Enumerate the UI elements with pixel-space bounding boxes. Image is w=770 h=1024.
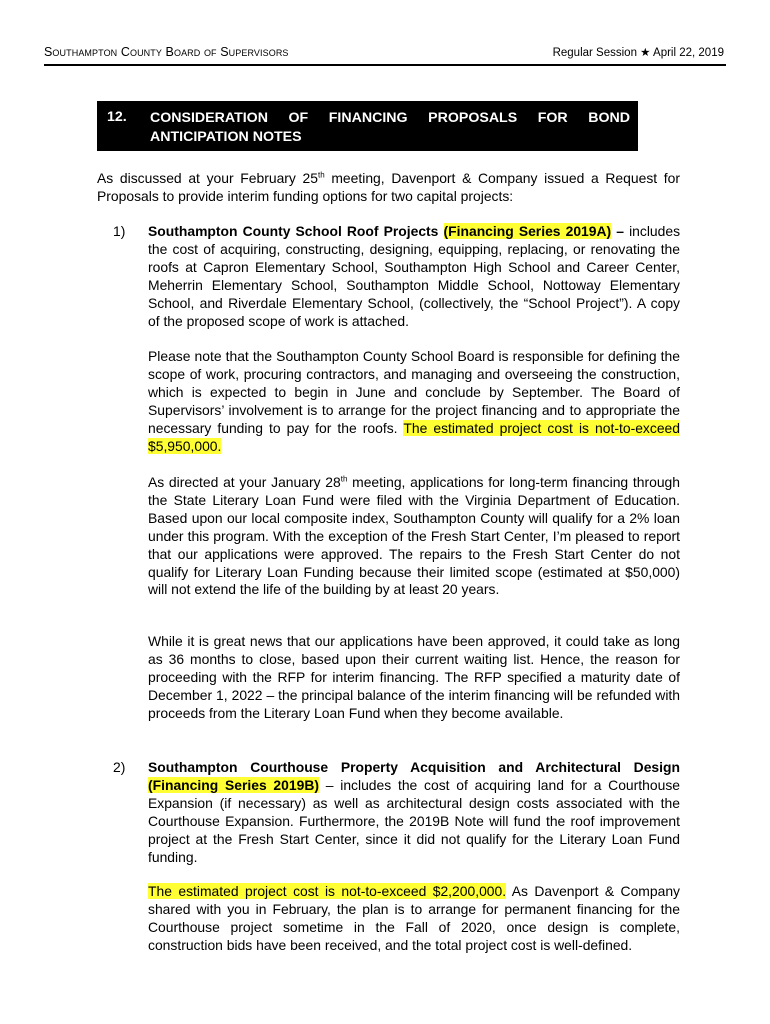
para3-text-b: meeting, applications for long-term financing through the State Literary Loan Fund were filed with the Virginia Department of Education. Based upon our local composite index, Southampton County will qualify for a 2% loan under this program. With the exception of the Fresh Start Center, I’m pleased to report that our applications were approved. The repairs to the Fresh Start Center do not qualify for Literary Loan Funding because their limited scope (estimated at $50,000) will not extend the life of the building by at least 20 years. bbox=[148, 474, 680, 598]
intro-sup: th bbox=[318, 170, 325, 180]
para2-text: Please note that the Southampton County School Board is responsible for defining the scope of work, procuring contractors, and managing and overseeing the construction, which is expected to begin in June and conclude by September. The Board of Supervisors’ involvement is to arrange for the project financing and to appropriate the necessary funding to pay for the roofs. bbox=[148, 348, 680, 436]
literary-loan-paragraph bbox=[148, 474, 680, 599]
agenda-item-title-line1: CONSIDERATION OF FINANCING PROPOSALS FOR BOND bbox=[150, 110, 630, 126]
interim-financing-paragraph bbox=[148, 633, 680, 723]
intro-text-a: As discussed at your February 25 bbox=[97, 170, 319, 186]
item1-paragraph bbox=[148, 223, 680, 330]
item1-dash: – bbox=[611, 223, 624, 239]
para3-text-a: As directed at your January 28 bbox=[148, 474, 341, 490]
item1-series-highlight: (Financing Series 2019A) bbox=[443, 223, 612, 239]
intro-paragraph bbox=[97, 170, 680, 206]
agenda-item-number: 12. bbox=[107, 109, 127, 125]
item2-text: – includes the cost of acquiring land for a Courthouse Expansion (if necessary) as well as architectural design costs associated with the Courthouse Expansion. Furthermore, the 2019B Note will fund the roof improvement project at the Fresh Start Center, since it did not qualify for the Literary Loan Fund funding. bbox=[148, 776, 680, 865]
item2-series-highlight: (Financing Series 2019B) bbox=[148, 776, 319, 793]
item1-heading: Southampton County School Roof Projects bbox=[148, 223, 439, 239]
para6-cost-highlight: The estimated project cost is not-to-exceed $2,200,000. bbox=[148, 883, 507, 899]
list-number-2: 2) bbox=[113, 759, 126, 775]
item2-paragraph bbox=[148, 759, 680, 866]
agenda-item-title bbox=[150, 109, 630, 147]
para3-sup: th bbox=[340, 474, 348, 484]
agenda-item-title-line2: ANTICIPATION NOTES bbox=[150, 129, 302, 145]
agenda-item-title-bar bbox=[97, 101, 638, 151]
courthouse-cost-paragraph bbox=[148, 883, 680, 955]
page-header bbox=[44, 44, 726, 66]
intro-text-b: meeting, Davenport & Company issued a Request for Proposals to provide interim funding options for two capital projects: bbox=[97, 170, 681, 204]
item1-text: includes the cost of acquiring, constructing, designing, equipping, replacing, or renovating the roofs at Capron Elementary School, Southampton High School and Career Center, Meherrin Elementary School, Southampton Middle School, Nottoway Elementary School, and Riverdale Elementary School, (collectively, the “School Project”). A copy of the proposed scope of work is attached. bbox=[148, 223, 681, 329]
school-board-paragraph bbox=[148, 348, 680, 455]
session-date: Regular Session ★ April 22, 2019 bbox=[552, 47, 724, 59]
para6-text: As Davenport & Company shared with you in February, the plan is to arrange for permanent financing for the Courthouse project sometime in the Fall of 2020, once design is complete, construction bids have been received, and the total project cost is well-defined. bbox=[148, 883, 680, 953]
board-name: Southampton County Board of Supervisors bbox=[44, 45, 289, 59]
item2-heading: Southampton Courthouse Property Acquisition and Architectural Design bbox=[148, 759, 680, 775]
para4-text: While it is great news that our applications have been approved, it could take as long as 36 months to close, based upon their current waiting list. Hence, the reason for proceeding with the RFP for interim financing. The RFP specified a maturity date of December 1, 2022 – the principal balance of the interim financing will be refunded with proceeds from the Literary Loan Fund when they become available. bbox=[148, 633, 680, 721]
list-number-1: 1) bbox=[113, 223, 126, 239]
para2-cost-highlight: The estimated project cost is not-to-exceed $5,950,000. bbox=[148, 419, 680, 454]
